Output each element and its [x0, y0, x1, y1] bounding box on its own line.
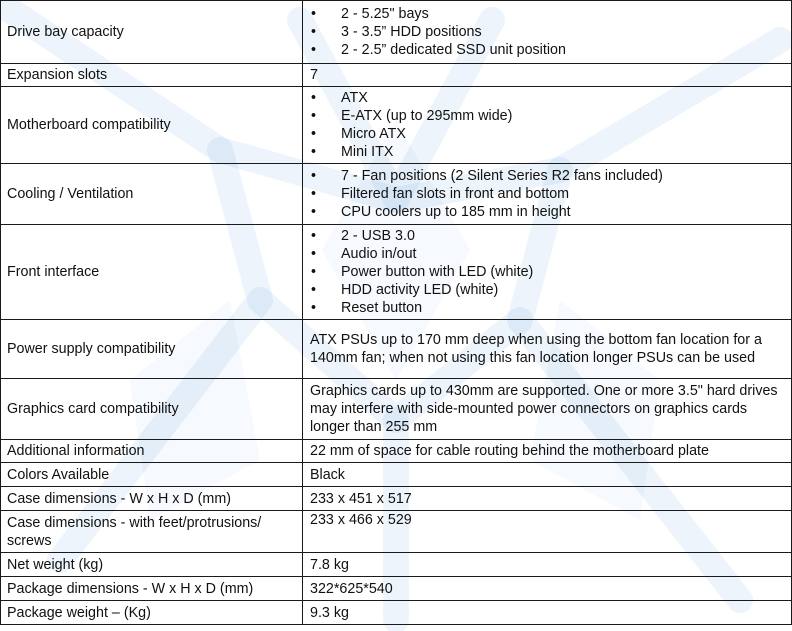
spec-bullet-item: • HDD activity LED (white): [310, 281, 785, 299]
spec-value: 7: [303, 64, 792, 87]
spec-row: [1, 87, 792, 164]
spec-bullet-item: • 3 - 3.5” HDD positions: [310, 23, 785, 41]
spec-bullet-list: [310, 5, 785, 59]
spec-value: Black: [303, 463, 792, 487]
spec-label: Motherboard compatibility: [1, 87, 303, 164]
spec-bullet-item: • 2 - 5.25" bays: [310, 5, 785, 23]
spec-bullet-item: • Filtered fan slots in front and bottom: [310, 185, 785, 203]
spec-value: 233 x 466 x 529: [303, 511, 792, 553]
spec-value: [303, 87, 792, 164]
spec-row: [1, 379, 792, 440]
spec-value: [303, 164, 792, 225]
spec-value: [303, 1, 792, 64]
spec-label: Case dimensions - W x H x D (mm): [1, 487, 303, 511]
spec-label: Front interface: [1, 225, 303, 320]
spec-label: Net weight (kg): [1, 553, 303, 577]
spec-row: [1, 487, 792, 511]
spec-row: [1, 1, 792, 64]
spec-label: Power supply compatibility: [1, 320, 303, 379]
spec-row: [1, 553, 792, 577]
spec-value: 22 mm of space for cable routing behind the motherboard plate: [303, 440, 792, 463]
spec-bullet-item: • E-ATX (up to 295mm wide): [310, 107, 785, 125]
spec-label: Drive bay capacity: [1, 1, 303, 64]
spec-bullet-item: • Mini ITX: [310, 143, 785, 161]
spec-row: [1, 320, 792, 379]
spec-row: [1, 577, 792, 601]
spec-row: [1, 64, 792, 87]
spec-bullet-item: • Audio in/out: [310, 245, 785, 263]
spec-bullet-list: [310, 89, 785, 161]
spec-value: 322*625*540: [303, 577, 792, 601]
spec-label: Package dimensions - W x H x D (mm): [1, 577, 303, 601]
spec-bullet-list: [310, 227, 785, 317]
spec-row: [1, 601, 792, 625]
spec-label: Package weight – (Kg): [1, 601, 303, 625]
spec-bullet-item: • Micro ATX: [310, 125, 785, 143]
spec-value: 7.8 kg: [303, 553, 792, 577]
spec-value: 9.3 kg: [303, 601, 792, 625]
spec-value: 233 x 451 x 517: [303, 487, 792, 511]
spec-label: Cooling / Ventilation: [1, 164, 303, 225]
spec-row: [1, 463, 792, 487]
spec-row: [1, 440, 792, 463]
spec-bullet-item: • ATX: [310, 89, 785, 107]
spec-value: ATX PSUs up to 170 mm deep when using the bottom fan location for a 140mm fan; when not using this fan location longer PSUs can be used: [303, 320, 792, 379]
spec-bullet-item: • 2 - 2.5” dedicated SSD unit position: [310, 41, 785, 59]
spec-row: [1, 225, 792, 320]
spec-bullet-item: • Power button with LED (white): [310, 263, 785, 281]
spec-bullet-item: • CPU coolers up to 185 mm in height: [310, 203, 785, 221]
spec-label: Graphics card compatibility: [1, 379, 303, 440]
spec-row: [1, 164, 792, 225]
spec-label: Colors Available: [1, 463, 303, 487]
spec-bullet-list: [310, 167, 785, 221]
spec-label: Additional information: [1, 440, 303, 463]
spec-row: [1, 511, 792, 553]
spec-bullet-item: • 7 - Fan positions (2 Silent Series R2 fans included): [310, 167, 785, 185]
spec-label: Case dimensions - with feet/protrusions/ screws: [1, 511, 303, 553]
spec-bullet-item: • Reset button: [310, 299, 785, 317]
spec-value: [303, 225, 792, 320]
spec-value: Graphics cards up to 430mm are supported. One or more 3.5" hard drives may interfere with side-mounted power connectors on graphics cards longer than 255 mm: [303, 379, 792, 440]
spec-bullet-item: • 2 - USB 3.0: [310, 227, 785, 245]
spec-label: Expansion slots: [1, 64, 303, 87]
